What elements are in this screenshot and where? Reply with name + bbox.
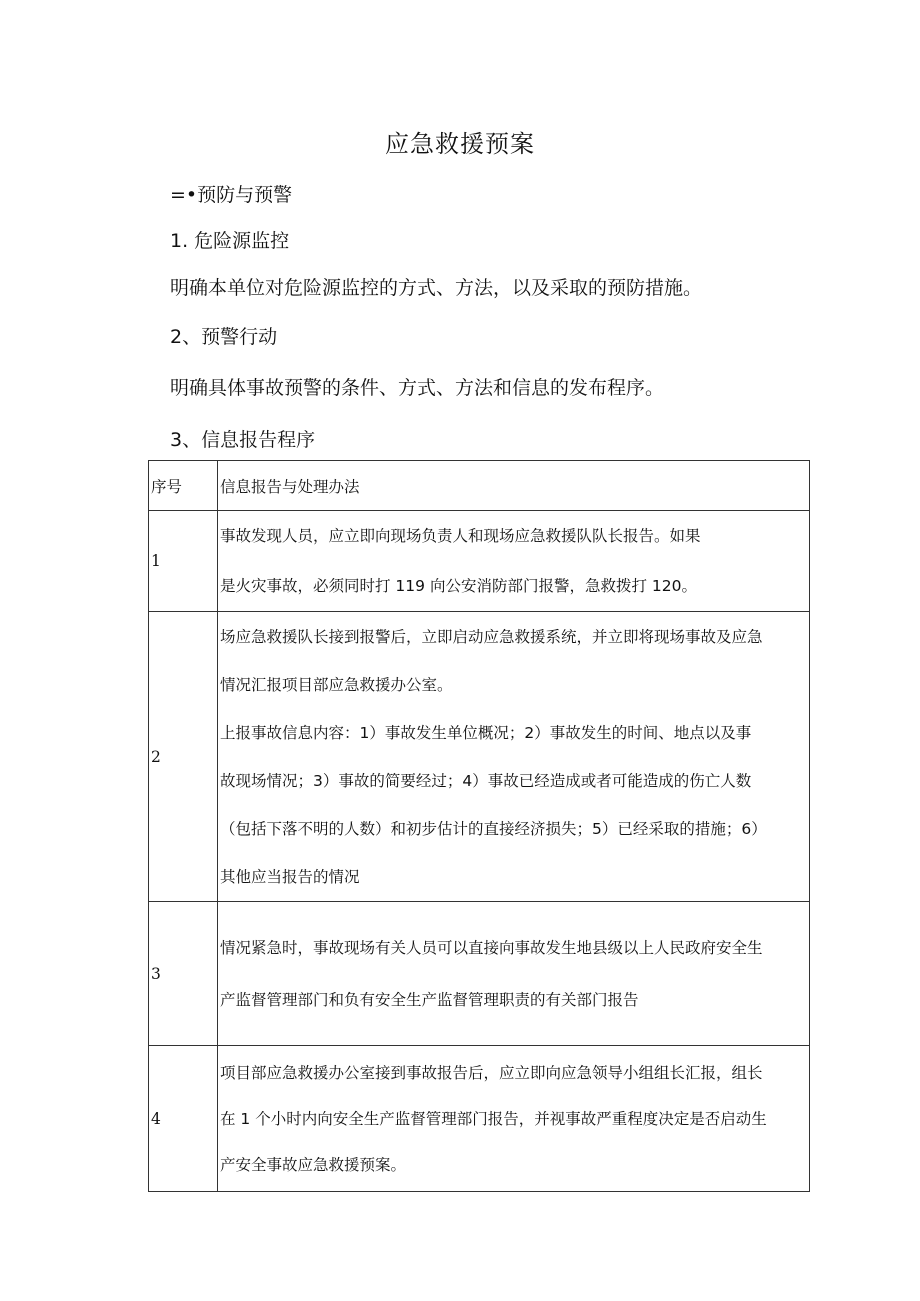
row-number: 4 xyxy=(149,1046,218,1192)
item-heading-3: 3、信息报告程序 xyxy=(170,429,316,451)
row-text-line: （包括下落不明的人数）和初步估计的直接经济损失；5）已经采取的措施；6） xyxy=(220,819,767,838)
row-text-line: 情况紧急时，事故现场有关人员可以直接向事故发生地县级以上人民政府安全生 xyxy=(220,938,763,957)
item-heading-1: 1. 危险源监控 xyxy=(170,230,290,252)
row-number: 1 xyxy=(149,511,218,612)
row-text-line: 情况汇报项目部应急救援办公室。 xyxy=(220,675,453,694)
row-text-line: 在 1 个小时内向安全生产监督管理部门报告，并视事故严重程度决定是否启动生 xyxy=(220,1109,767,1128)
row-number: 2 xyxy=(149,612,218,902)
document-title: 应急救援预案 xyxy=(385,130,535,158)
row-content xyxy=(218,902,810,1046)
table-row xyxy=(149,511,810,612)
row-content xyxy=(218,1046,810,1192)
row-text-line: 故现场情况；3）事故的简要经过；4）事故已经造成或者可能造成的伤亡人数 xyxy=(220,771,752,790)
row-text-line: 项目部应急救援办公室接到事故报告后，应立即向应急领导小组组长汇报，组长 xyxy=(220,1063,763,1082)
row-content xyxy=(218,612,810,902)
table-row xyxy=(149,1046,810,1192)
row-number: 3 xyxy=(149,902,218,1046)
section-heading: =•预防与预警 xyxy=(170,184,293,206)
item-body-2: 明确具体事故预警的条件、方式、方法和信息的发布程序。 xyxy=(170,377,665,399)
header-number: 序号 xyxy=(149,461,218,511)
row-text-line: 场应急救援队长接到报警后，立即启动应急救援系统，并立即将现场事故及应急 xyxy=(220,627,763,646)
header-method: 信息报告与处理办法 xyxy=(218,461,810,511)
row-text-line: 上报事故信息内容：1）事故发生单位概况；2）事故发生的时间、地点以及事 xyxy=(220,723,752,742)
row-content xyxy=(218,511,810,612)
item-body-1: 明确本单位对危险源监控的方式、方法，以及采取的预防措施。 xyxy=(170,277,703,299)
item-heading-2: 2、预警行动 xyxy=(170,326,278,348)
row-text-line: 产监督管理部门和负有安全生产监督管理职责的有关部门报告 xyxy=(220,990,639,1009)
row-text-line: 产安全事故应急救援预案。 xyxy=(220,1155,407,1174)
table-header-row xyxy=(149,461,810,511)
report-table xyxy=(148,460,810,1192)
table-row xyxy=(149,902,810,1046)
table-row xyxy=(149,612,810,902)
row-text-line: 事故发现人员，应立即向现场负责人和现场应急救援队队长报告。如果 xyxy=(220,527,701,545)
row-text-line: 其他应当报告的情况 xyxy=(220,867,360,886)
row-text-line: 是火灾事故，必须同时打 119 向公安消防部门报警，急救拨打 120。 xyxy=(220,577,697,595)
